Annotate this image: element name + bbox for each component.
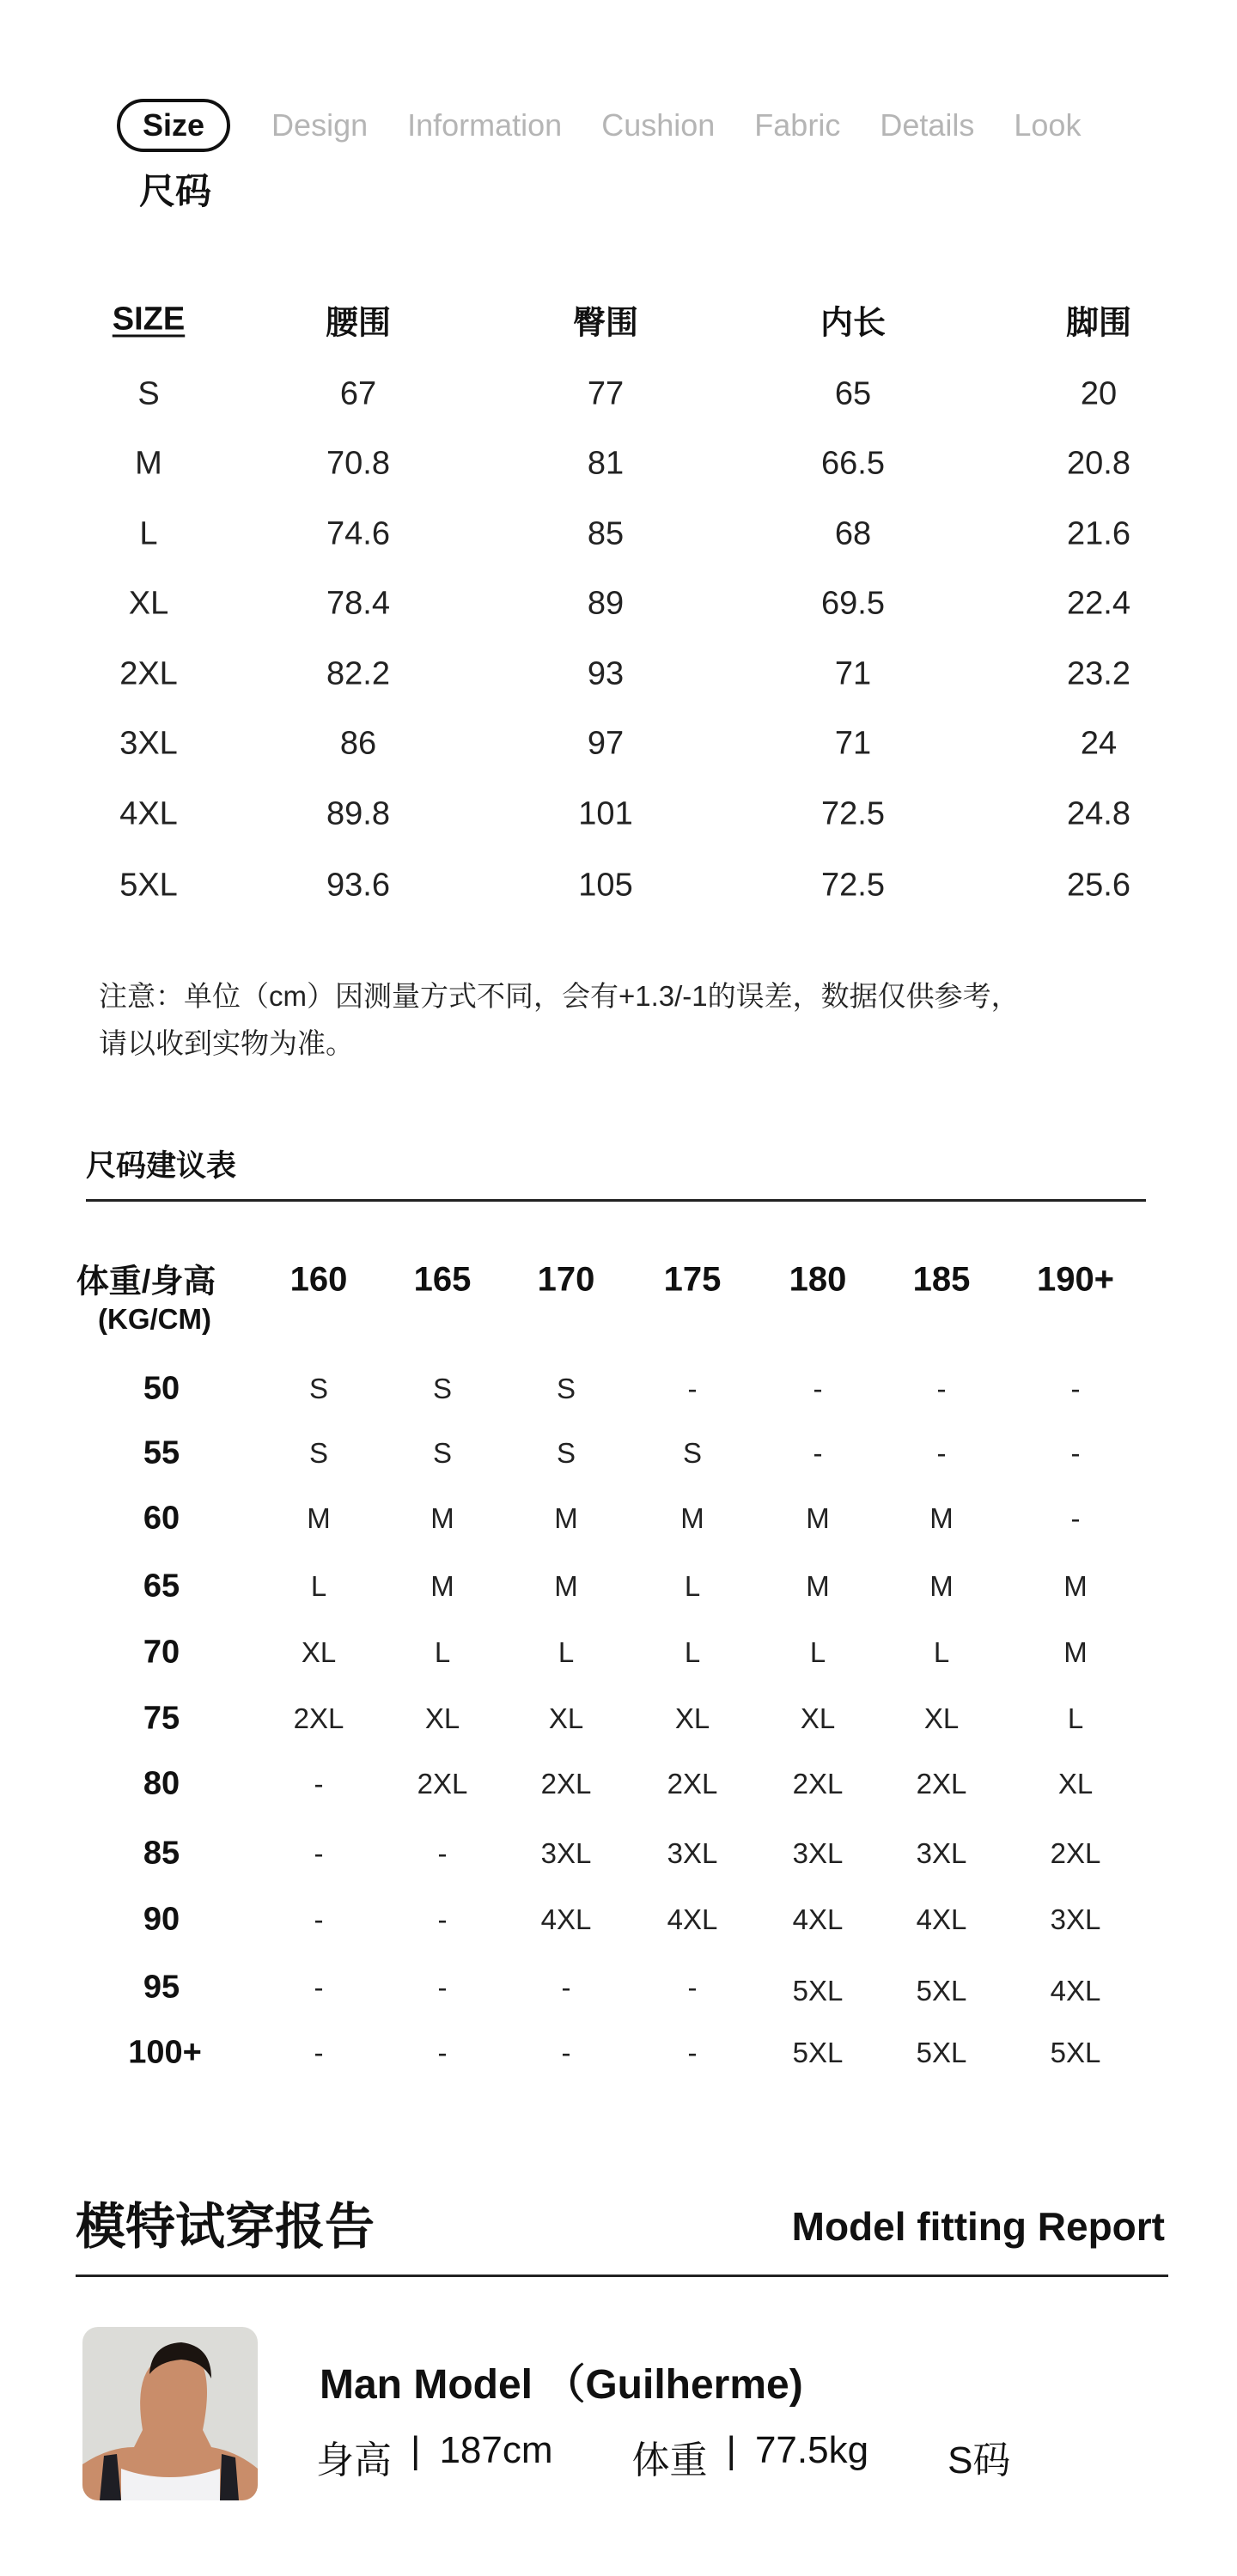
recommend-cell: - — [687, 1373, 698, 1404]
section-title: 尺码 — [139, 171, 212, 211]
weight-label: 100+ — [128, 2034, 202, 2071]
column-header: 腰围 — [325, 305, 392, 342]
table-cell: 67 — [339, 375, 377, 412]
recommend-cell: S — [432, 1437, 453, 1469]
measurement-note — [99, 972, 1020, 1067]
recommend-cell: 2XL — [916, 1768, 967, 1800]
column-header: 脚围 — [1065, 305, 1132, 342]
weight-value: 77.5kg — [754, 2429, 869, 2471]
corner-header: 体重/身高 — [76, 1264, 216, 1300]
recommend-cell: - — [314, 1971, 324, 2003]
recommend-cell: 5XL — [792, 2037, 844, 2068]
recommend-cell: - — [561, 2037, 571, 2068]
table-cell: 77 — [587, 375, 625, 412]
recommend-cell: XL — [548, 1702, 584, 1734]
recommend-cell: M — [929, 1502, 954, 1534]
recommend-title: 尺码建议表 — [86, 1149, 237, 1183]
weight-label: 55 — [143, 1434, 180, 1471]
table-cell: 105 — [578, 867, 633, 904]
recommend-cell: - — [314, 2037, 324, 2068]
recommend-cell: 5XL — [916, 2037, 967, 2068]
recommend-cell: S — [556, 1373, 576, 1404]
model-report-title: 模特试穿报告 — [76, 2199, 375, 2255]
recommend-cell: XL — [923, 1702, 960, 1734]
divider — [86, 1199, 1146, 1202]
weight-label: 50 — [143, 1370, 180, 1407]
recommend-cell: - — [437, 2037, 448, 2068]
height-header: 165 — [413, 1260, 472, 1299]
recommend-cell: M — [806, 1570, 830, 1602]
recommend-cell: S — [556, 1437, 576, 1469]
size-label: 4XL — [119, 795, 178, 832]
weight-label: 70 — [143, 1634, 180, 1671]
size-label: 2XL — [119, 655, 178, 692]
tab-details[interactable]: Details — [880, 107, 975, 143]
recommend-cell: L — [310, 1570, 327, 1602]
weight-label: 90 — [143, 1901, 180, 1938]
recommend-cell: - — [437, 1837, 448, 1869]
recommend-cell: - — [813, 1373, 823, 1404]
recommend-cell: L — [1067, 1702, 1084, 1734]
table-cell: 97 — [587, 725, 625, 762]
recommend-cell: XL — [301, 1636, 337, 1668]
recommend-cell: 2XL — [792, 1768, 844, 1800]
table-cell: 78.4 — [326, 585, 390, 622]
recommend-cell: 3XL — [667, 1837, 718, 1869]
note-line: 请以收到实物为准。 — [99, 1027, 354, 1059]
weight-label: 体重 — [631, 2439, 708, 2482]
recommend-cell: 2XL — [293, 1702, 344, 1734]
recommend-cell: XL — [674, 1702, 710, 1734]
table-cell: 20.8 — [1067, 445, 1130, 482]
table-cell: 24 — [1080, 725, 1118, 762]
model-report-title-en: Model fitting Report — [791, 2204, 1165, 2249]
recommend-cell: M — [1063, 1570, 1088, 1602]
tab-fabric[interactable]: Fabric — [754, 107, 841, 143]
recommend-cell: - — [1070, 1502, 1081, 1534]
recommend-cell: - — [314, 1903, 324, 1935]
table-cell: 82.2 — [326, 655, 390, 692]
recommend-cell: 4XL — [792, 1903, 844, 1935]
height-value: 187cm — [439, 2429, 553, 2471]
recommend-cell: - — [936, 1437, 947, 1469]
recommend-cell: XL — [800, 1702, 836, 1734]
table-cell: 74.6 — [326, 515, 390, 552]
section-tabs — [117, 98, 1120, 153]
table-cell: 71 — [834, 725, 872, 762]
recommend-cell: 4XL — [667, 1903, 718, 1935]
recommend-cell: 2XL — [540, 1768, 592, 1800]
model-size: S码 — [948, 2439, 1011, 2482]
weight-label: 75 — [143, 1700, 180, 1737]
table-cell: 65 — [834, 375, 872, 412]
table-cell: 25.6 — [1067, 867, 1130, 904]
recommend-cell: XL — [1057, 1768, 1094, 1800]
height-header: 175 — [663, 1260, 722, 1299]
size-label: M — [135, 445, 162, 482]
recommend-cell: 2XL — [667, 1768, 718, 1800]
weight-label: 60 — [143, 1500, 180, 1537]
recommend-cell: - — [687, 1971, 698, 2003]
table-cell: 24.8 — [1067, 795, 1130, 832]
recommend-cell: M — [554, 1502, 578, 1534]
height-header: 185 — [912, 1260, 971, 1299]
tab-size[interactable]: Size — [117, 99, 230, 152]
recommend-cell: M — [680, 1502, 704, 1534]
table-cell: 70.8 — [326, 445, 390, 482]
size-label: XL — [128, 585, 169, 622]
recommend-cell: M — [806, 1502, 830, 1534]
recommend-cell: S — [432, 1373, 453, 1404]
table-cell: 71 — [834, 655, 872, 692]
recommend-cell: M — [1063, 1636, 1088, 1668]
tab-design[interactable]: Design — [271, 107, 369, 143]
recommend-cell: L — [684, 1636, 701, 1668]
recommend-cell: 2XL — [417, 1768, 468, 1800]
recommend-cell: 2XL — [1050, 1837, 1101, 1869]
recommend-cell: XL — [424, 1702, 460, 1734]
table-cell: 22.4 — [1067, 585, 1130, 622]
recommend-cell: 3XL — [916, 1837, 967, 1869]
recommend-cell: 5XL — [916, 1975, 967, 2007]
weight-label: 85 — [143, 1835, 180, 1872]
separator: | — [726, 2429, 736, 2471]
table-cell: 81 — [587, 445, 625, 482]
column-header: 臀围 — [572, 305, 639, 342]
recommend-cell: - — [437, 1903, 448, 1935]
table-cell: 72.5 — [821, 795, 885, 832]
recommend-cell: - — [936, 1373, 947, 1404]
table-cell: 68 — [834, 515, 872, 552]
recommend-cell: 5XL — [1050, 2037, 1101, 2068]
table-cell: 93.6 — [326, 867, 390, 904]
table-cell: 69.5 — [821, 585, 885, 622]
recommend-cell: M — [307, 1502, 331, 1534]
recommend-cell: L — [434, 1636, 451, 1668]
recommend-cell: M — [430, 1502, 454, 1534]
size-label: 5XL — [119, 867, 178, 904]
separator: | — [411, 2429, 421, 2471]
size-label: L — [139, 515, 158, 552]
table-cell: 72.5 — [821, 867, 885, 904]
recommend-cell: 5XL — [792, 1975, 844, 2007]
table-cell: 66.5 — [821, 445, 885, 482]
recommend-cell: - — [437, 1971, 448, 2003]
table-cell: 85 — [587, 515, 625, 552]
table-cell: 21.6 — [1067, 515, 1130, 552]
recommend-cell: L — [558, 1636, 575, 1668]
tab-cushion[interactable]: Cushion — [601, 107, 716, 143]
table-cell: 101 — [578, 795, 633, 832]
recommend-cell: - — [314, 1837, 324, 1869]
height-header: 170 — [537, 1260, 595, 1299]
recommend-cell: S — [682, 1437, 703, 1469]
table-cell: 89.8 — [326, 795, 390, 832]
recommend-cell: 4XL — [916, 1903, 967, 1935]
height-label: 身高 — [316, 2439, 392, 2482]
height-header: 160 — [289, 1260, 348, 1299]
recommend-cell: S — [308, 1373, 329, 1404]
recommend-cell: 3XL — [792, 1837, 844, 1869]
table-cell: 20 — [1080, 375, 1118, 412]
size-label: 3XL — [119, 725, 178, 762]
size-label: S — [137, 375, 160, 412]
recommend-cell: 4XL — [1050, 1975, 1101, 2007]
model-name: Man Model （Guilherme) — [320, 2362, 803, 2408]
recommend-cell: L — [684, 1570, 701, 1602]
recommend-cell: S — [308, 1437, 329, 1469]
recommend-cell: 4XL — [540, 1903, 592, 1935]
tab-look[interactable]: Look — [1014, 107, 1082, 143]
recommend-cell: M — [554, 1570, 578, 1602]
tab-information[interactable]: Information — [407, 107, 563, 143]
table-cell: 23.2 — [1067, 655, 1130, 692]
recommend-cell: 3XL — [1050, 1903, 1101, 1935]
recommend-cell: - — [561, 1971, 571, 2003]
recommend-cell: M — [430, 1570, 454, 1602]
height-header: 180 — [789, 1260, 847, 1299]
recommend-cell: - — [813, 1437, 823, 1469]
model-photo — [82, 2327, 258, 2500]
table-cell: 89 — [587, 585, 625, 622]
table-cell: 86 — [339, 725, 377, 762]
recommend-cell: L — [933, 1636, 950, 1668]
corner-header-unit: (KG/CM) — [98, 1303, 211, 1335]
height-header: 190+ — [1036, 1260, 1115, 1299]
weight-label: 95 — [143, 1969, 180, 2006]
recommend-cell: - — [1070, 1373, 1081, 1404]
recommend-cell: 3XL — [540, 1837, 592, 1869]
model-stats — [316, 2429, 1010, 2484]
recommend-cell: - — [1070, 1437, 1081, 1469]
column-header: 内长 — [820, 305, 887, 342]
divider — [76, 2275, 1168, 2277]
weight-label: 65 — [143, 1568, 180, 1605]
column-header: SIZE — [112, 301, 186, 338]
weight-label: 80 — [143, 1765, 180, 1802]
table-cell: 93 — [587, 655, 625, 692]
recommend-cell: M — [929, 1570, 954, 1602]
recommend-cell: - — [314, 1768, 324, 1800]
recommend-cell: L — [809, 1636, 826, 1668]
recommend-cell: - — [687, 2037, 698, 2068]
note-line: 注意：单位（cm）因测量方式不同，会有+1.3/-1的误差，数据仅供参考， — [99, 980, 1020, 1012]
